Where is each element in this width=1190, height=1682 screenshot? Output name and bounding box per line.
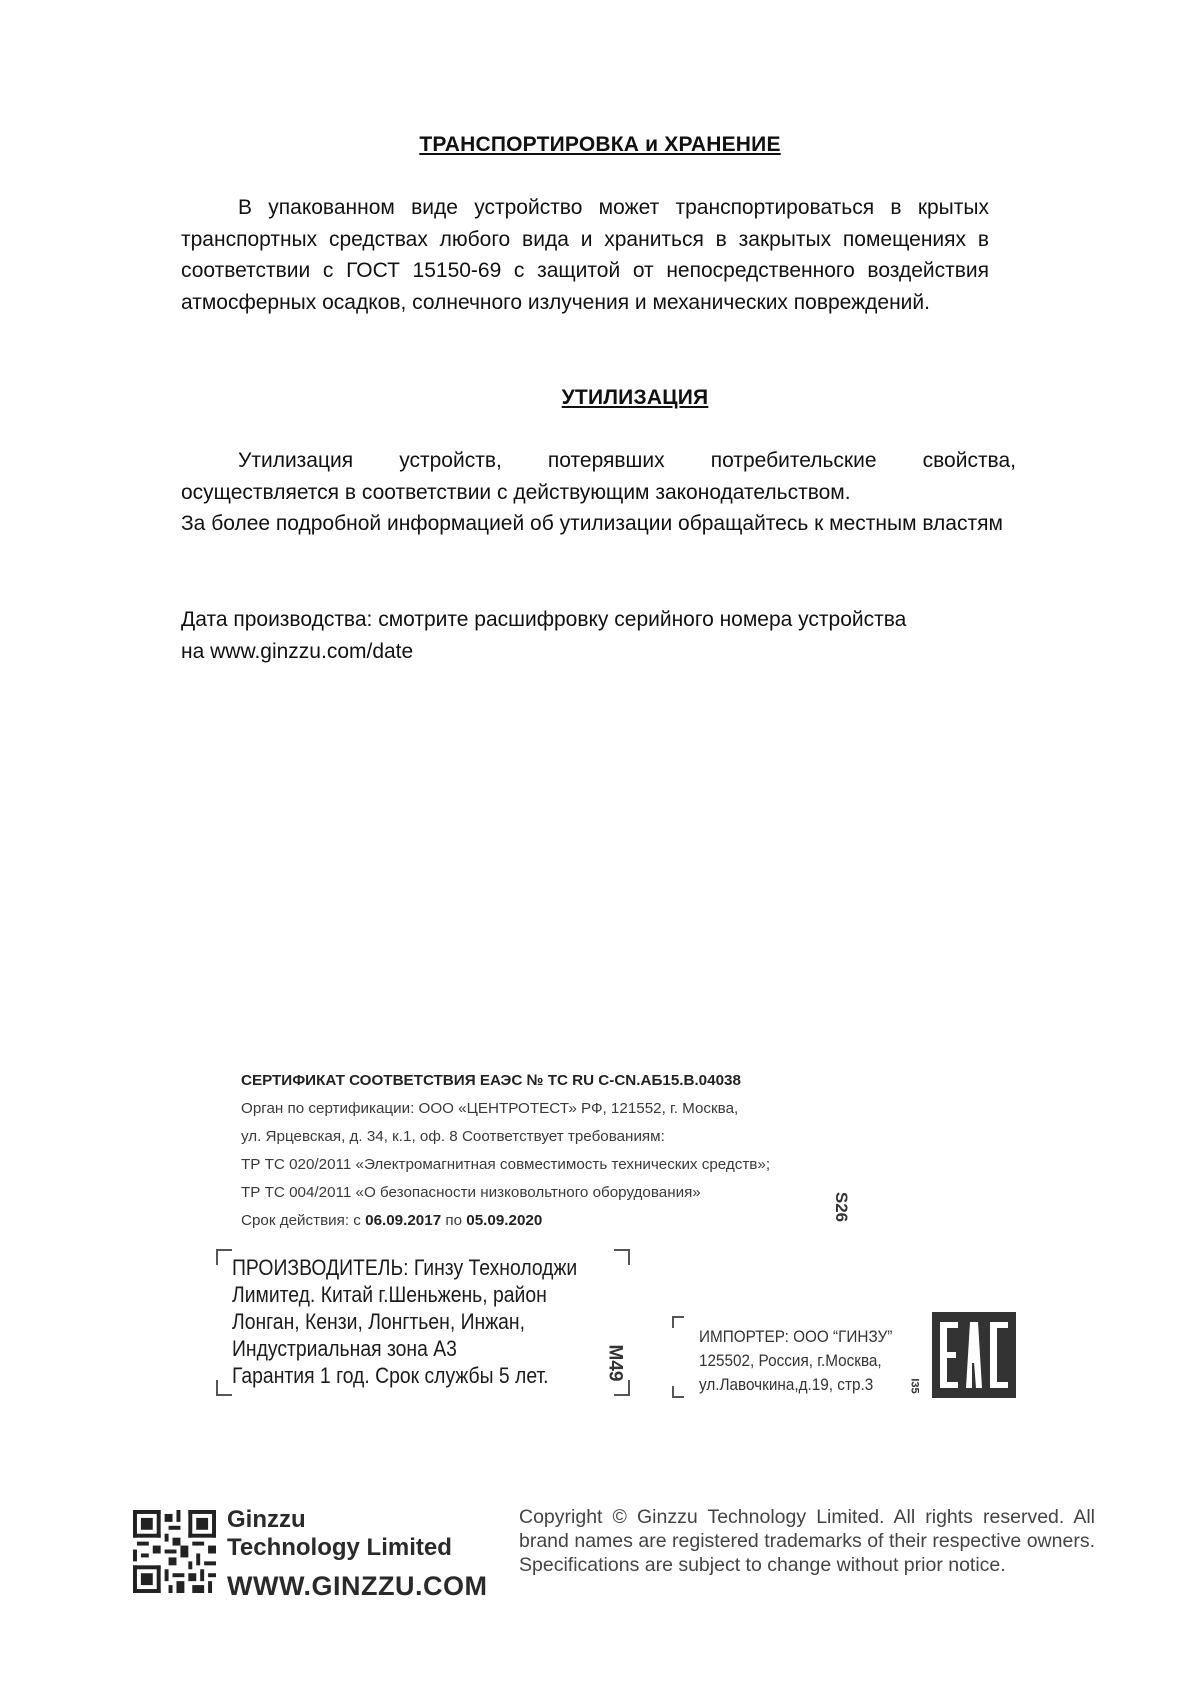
copyright-notice: Copyright © Ginzzu Technology Limited. All rights reserved. All brand names are registered trademarks of their respective owners. Specifications are subject to change without prior notice. bbox=[519, 1506, 1095, 1576]
importer-line: ул.Лавочкина,д.19, стр.3 bbox=[699, 1375, 874, 1394]
disposal-text-2: За более подробной информацией об утилизации обращайтесь к местным властям bbox=[181, 512, 1003, 535]
importer-line: 125502, Россия, г.Москва, bbox=[699, 1351, 882, 1370]
manufacturer-line: Лонган, Кензи, Лонгтьен, Инжан, bbox=[232, 1309, 525, 1334]
footer-url[interactable]: WWW.GINZZU.COM bbox=[227, 1571, 488, 1601]
corner-mark bbox=[216, 1380, 232, 1396]
svg-text:EAC: EAC bbox=[974, 1396, 977, 1397]
transport-heading: ТРАНСПОРТИРОВКА и ХРАНЕНИЕ bbox=[419, 133, 781, 156]
certificate-line-4: ТР ТС 004/2011 «О безопасности низковольтного оборудования» bbox=[241, 1184, 701, 1201]
corner-mark bbox=[672, 1386, 684, 1398]
eac-mark-icon bbox=[932, 1312, 1016, 1398]
corner-mark bbox=[216, 1249, 232, 1265]
production-date-line-1: Дата производства: смотрите расшифровку серийного номера устройства bbox=[181, 608, 907, 631]
production-date-line-2: на www.ginzzu.com/date bbox=[181, 639, 414, 663]
valid-from: 06.09.2017 bbox=[365, 1212, 442, 1229]
transport-text: В упакованном виде устройство может транспортироваться в крытых транспортных средствах любого вида и храниться в закрытых помещениях в соответствии с ГОСТ 15150-69 с защитой от непосредственного воздействия атмосферных осадков, солнечного излучения и механических повреждений. bbox=[181, 196, 989, 314]
disposal-paragraph bbox=[181, 445, 1016, 540]
manufacturer-block bbox=[232, 1254, 578, 1389]
corner-mark bbox=[614, 1249, 630, 1265]
manufacturer-line: Гарантия 1 год. Срок службы 5 лет. bbox=[232, 1363, 549, 1388]
importer-code: I35 bbox=[908, 1378, 921, 1394]
disposal-heading: УТИЛИЗАЦИЯ bbox=[561, 386, 709, 409]
certificate-code: S26 bbox=[832, 1191, 852, 1223]
manufacturer-line: Лимитед. Китай г.Шеньжень, район bbox=[232, 1282, 547, 1307]
footer-brand bbox=[227, 1506, 452, 1562]
certificate-line-1: Орган по сертификации: ООО «ЦЕНТРОТЕСТ» РФ, 121552, г. Москва, bbox=[241, 1100, 739, 1117]
production-date bbox=[181, 604, 1021, 667]
manufacturer-line: Индустриальная зона А3 bbox=[232, 1336, 457, 1361]
corner-mark bbox=[672, 1316, 684, 1328]
certificate-validity bbox=[241, 1207, 921, 1235]
manufacturer-line: ПРОИЗВОДИТЕЛЬ: Гинзу Технолоджи bbox=[232, 1255, 578, 1280]
transport-paragraph bbox=[181, 192, 989, 318]
valid-to: 05.09.2020 bbox=[466, 1212, 543, 1229]
certificate-line-3: ТР ТС 020/2011 «Электромагнитная совместимость технических средств»; bbox=[241, 1156, 771, 1173]
importer-line: ИМПОРТЕР: ООО “ГИНЗУ” bbox=[699, 1327, 893, 1346]
validity-mid: по bbox=[445, 1212, 463, 1229]
certificate-block bbox=[241, 1067, 921, 1235]
validity-prefix: Срок действия: с bbox=[241, 1212, 361, 1229]
importer-block bbox=[699, 1325, 906, 1397]
qr-code-icon bbox=[133, 1510, 216, 1593]
disposal-text-1: Утилизация устройств, потерявших потребительские свойства, осуществляется в соответствии с действующим законодательством. bbox=[181, 449, 1016, 504]
brand-subtitle: Technology Limited bbox=[227, 1534, 452, 1561]
eac-logo bbox=[932, 1312, 1016, 1398]
corner-mark bbox=[614, 1380, 630, 1396]
manufacturer-code: M49 bbox=[604, 1344, 626, 1382]
certificate-line-2: ул. Ярцевская, д. 34, к.1, оф. 8 Соответствует требованиям: bbox=[241, 1128, 665, 1145]
certificate-title: СЕРТИФИКАТ СООТВЕТСТВИЯ ЕАЭС № ТС RU С-CN.АБ15.В.04038 bbox=[241, 1072, 741, 1089]
brand-name: Ginzzu bbox=[227, 1506, 306, 1533]
